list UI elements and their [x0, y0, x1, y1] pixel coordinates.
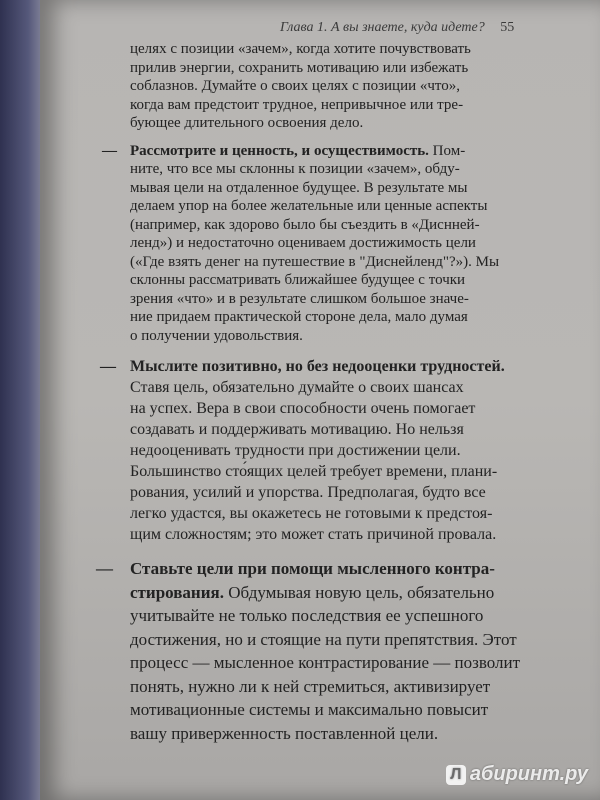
watermark-text: абиринт.ру: [469, 763, 588, 785]
text-line: мотивационные системы и максимально повысит: [130, 700, 489, 719]
page-number: 55: [500, 20, 515, 35]
text-line: вашу приверженность поставленной цели.: [130, 723, 439, 743]
text-line: [130, 581, 550, 605]
text-line: щим сложностям; это может стать причиной провала.: [130, 526, 497, 543]
text-line: ние придаем практической стороне дела, мало думая: [130, 309, 468, 325]
text-line: недооценивать трудности при достижении цели.: [130, 442, 461, 459]
text-line: целях с позиции «зачем», когда хотите почувствовать: [130, 41, 471, 57]
text-line: создавать и поддерживать мотивацию. Но нельзя: [130, 421, 464, 438]
text-line: делаем упор на более желательные или ценные аспекты: [130, 198, 488, 214]
intro-paragraph: [130, 40, 550, 133]
text-fragment: Пом-: [428, 142, 466, 159]
text-line: понять, нужно ли к ней стремиться, активизирует: [130, 676, 491, 696]
text-line: Большинство сто́ящих целей требует времени, плани-: [130, 463, 498, 480]
book-spine: [0, 0, 40, 800]
text-line: достижения, но и стоящие на пути препятствия. Этот: [130, 629, 517, 649]
text-line: учитывайте не только последствия ее успешного: [130, 606, 484, 625]
item-heading: Рассмотрите и ценность, и осуществимость.: [130, 142, 429, 159]
list-dash: —: [102, 142, 117, 159]
list-item-mental-contrasting: [96, 557, 550, 745]
list-item-value-feasibility: [102, 142, 550, 346]
chapter-title: Глава 1. А вы знаете, куда идете?: [280, 20, 485, 35]
text-line: когда вам предстоит трудное, непривычное или тре-: [130, 96, 464, 113]
text-line: рования, усилий и упорства. Предполагая, будто все: [130, 484, 486, 501]
list-dash: —: [100, 358, 116, 375]
book-page: [40, 0, 600, 800]
labirint-watermark: [446, 763, 588, 786]
text-line: мывая цели на отдаленное будущее. В результате мы: [130, 179, 468, 196]
text-line: о получении удовольствия.: [130, 327, 303, 344]
running-header: [280, 20, 514, 36]
item-heading-end: стирования.: [130, 582, 224, 602]
item-heading: Ставьте цели при помощи мысленного контра-: [130, 559, 495, 578]
item-heading: Мыслите позитивно, но без недооценки трудностей.: [130, 358, 505, 375]
text-line: процесс — мысленное контрастирование — позволит: [130, 653, 521, 672]
text-line: прилив энергии, сохранить мотивацию или избежать: [130, 59, 469, 76]
text-line: зрения «что» и в результате слишком большое значе-: [130, 290, 469, 307]
text-line: («Где взять денег на путешествие в "Диснейленд"?»). Мы: [130, 253, 500, 270]
text-line: (например, как здорово было бы съездить в «Диснней-: [130, 216, 480, 233]
list-dash: —: [96, 559, 113, 578]
text-line: [130, 142, 550, 161]
text-fragment: Обдумывая новую цель, обязательно: [223, 582, 495, 602]
text-line: на успех. Вера в свои способности очень помогает: [130, 400, 476, 417]
text-line: соблазнов. Думайте о своих целях с позиции «что»,: [130, 78, 461, 94]
text-line: легко удастся, вы окажетесь не готовыми к предстоя-: [130, 505, 493, 522]
list-item-think-positive: [100, 356, 550, 545]
text-line: склонны рассматривать ближайшее будущее с точки: [130, 272, 466, 288]
text-line: Ставя цель, обязательно думайте о своих шансах: [130, 379, 464, 396]
text-line: бующее длительного освоения дело.: [130, 115, 364, 131]
text-line: ленд») и недостаточно оцениваем достижимость цели: [130, 235, 476, 251]
watermark-logo-icon: Л: [446, 765, 466, 785]
page-body: [96, 40, 550, 745]
text-line: ните, что все мы склонны к позиции «зачем», обду-: [130, 161, 460, 177]
